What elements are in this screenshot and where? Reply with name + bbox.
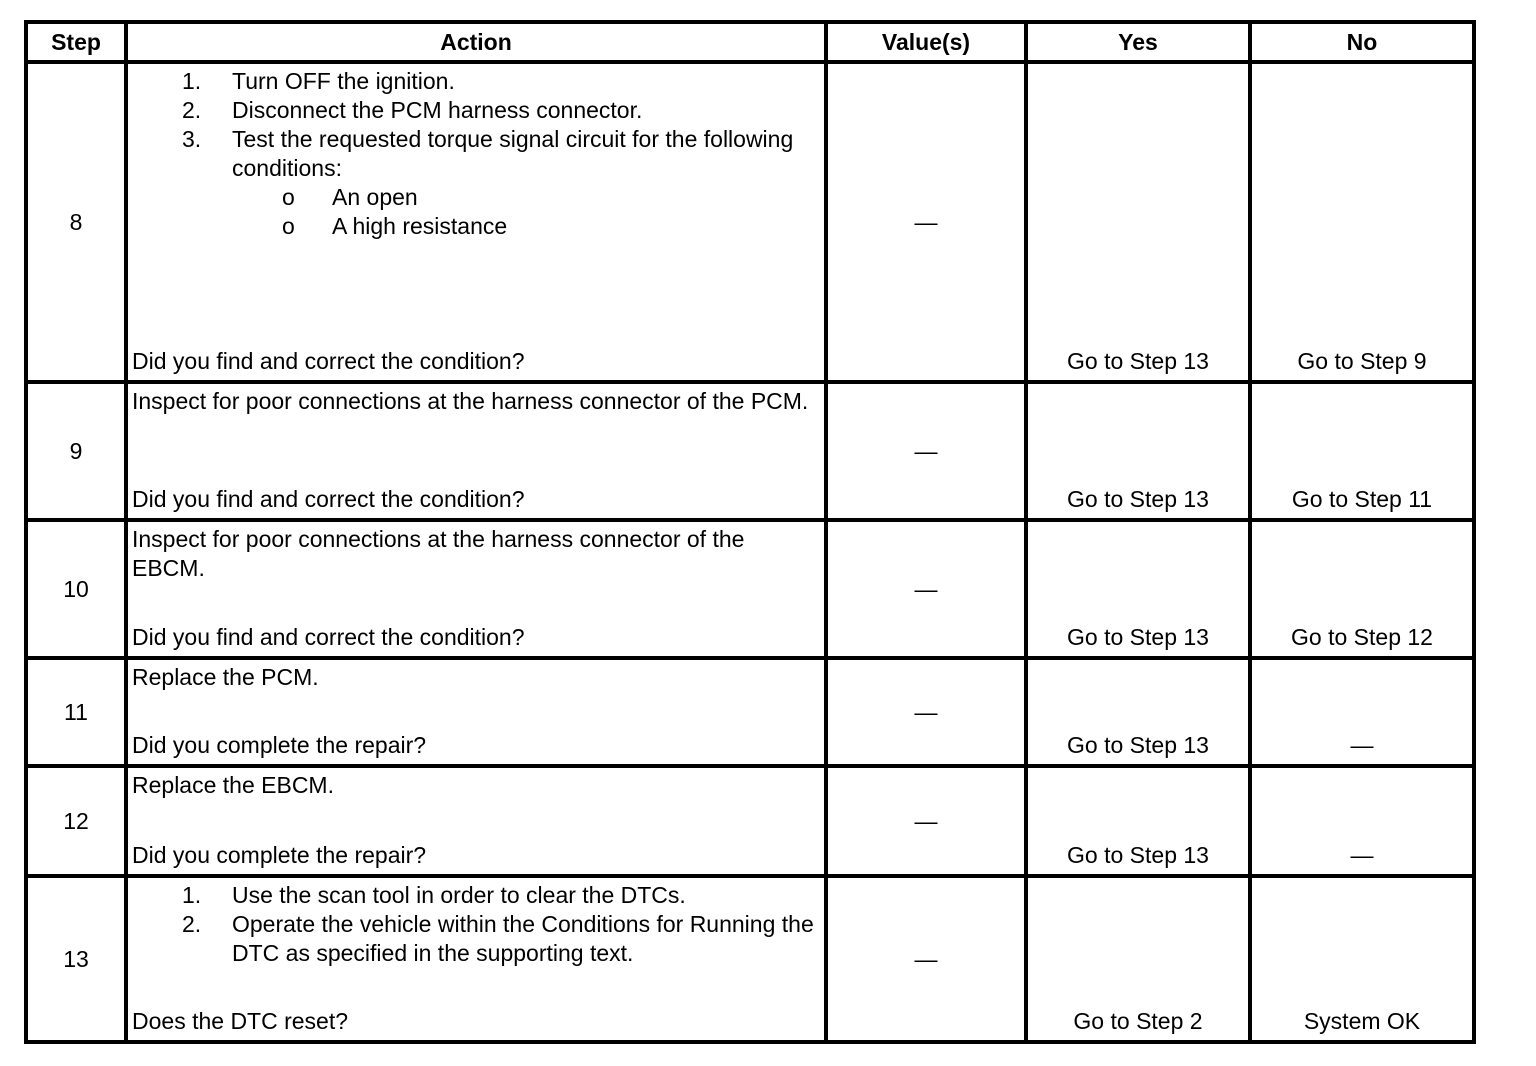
no-cell: System OK [1250,876,1474,1042]
header-step: Step [26,22,126,62]
value-cell: — [826,62,1026,382]
header-yes: Yes [1026,22,1250,62]
table-row-step-13 [26,876,1474,1042]
condition-list [232,183,820,241]
action-instruction: Replace the PCM. [132,664,319,690]
step-number: 8 [26,62,126,382]
value-cell: — [826,876,1026,1042]
header-values: Value(s) [826,22,1026,62]
no-cell: Go to Step 12 [1250,520,1474,658]
action-instructions [132,881,820,968]
action-cell [126,876,826,1042]
step-number: 9 [26,382,126,520]
action-question: Did you complete the repair? [132,732,427,758]
bullet: o [282,213,295,239]
diagnostic-table [24,20,1476,1044]
list-item: 1. Turn OFF the ignition. [182,68,455,94]
action-cell [126,520,826,658]
yes-cell: Go to Step 13 [1026,382,1250,520]
yes-cell: Go to Step 13 [1026,658,1250,766]
list-item: 2. Operate the vehicle within the Conditions for Running the DTC as specified in the supporting text. [182,911,814,966]
no-cell: Go to Step 11 [1250,382,1474,520]
yes-cell: Go to Step 13 [1026,766,1250,876]
action-instruction: Replace the EBCM. [132,772,334,798]
bullet: o [282,184,295,210]
action-instruction: Inspect for poor connections at the harness connector of the EBCM. [132,526,745,581]
value-cell: — [826,382,1026,520]
action-question: Did you find and correct the condition? [132,624,525,650]
instruction-list [132,67,820,241]
action-cell [126,382,826,520]
action-question: Did you find and correct the condition? [132,486,525,512]
list-item: 3. Test the requested torque signal circuit for the following conditions: o An open o A high resistance [132,125,820,241]
no-cell: — [1250,658,1474,766]
value-cell: — [826,766,1026,876]
action-cell [126,658,826,766]
action-question: Did you complete the repair? [132,842,427,868]
step-number: 10 [26,520,126,658]
header-no: No [1250,22,1474,62]
table-row-step-8 [26,62,1474,382]
list-number: 2. [182,97,202,123]
table-row-step-9 [26,382,1474,520]
action-cell [126,766,826,876]
table-row-step-10 [26,520,1474,658]
list-item: 1. Use the scan tool in order to clear the DTCs. [182,882,686,908]
action-question: Did you find and correct the condition? [132,348,525,374]
step-number: 12 [26,766,126,876]
action-cell [126,62,826,382]
list-item: o A high resistance [282,213,508,239]
action-instructions [132,67,820,241]
list-number: 1. [182,68,202,94]
step-number: 11 [26,658,126,766]
value-cell: — [826,520,1026,658]
no-cell: — [1250,766,1474,876]
yes-cell: Go to Step 13 [1026,62,1250,382]
header-row [26,22,1474,62]
action-question: Does the DTC reset? [132,1008,349,1034]
instruction-list [132,881,820,968]
no-cell: Go to Step 9 [1250,62,1474,382]
table-row-step-11 [26,658,1474,766]
table-row-step-12 [26,766,1474,876]
list-number: 3. [182,126,202,152]
yes-cell: Go to Step 13 [1026,520,1250,658]
list-number: 1. [182,882,202,908]
value-cell: — [826,658,1026,766]
list-number: 2. [182,911,202,937]
list-item: o An open [282,184,418,210]
step-number: 13 [26,876,126,1042]
header-action: Action [126,22,826,62]
list-item: 2. Disconnect the PCM harness connector. [182,97,643,123]
action-instruction: Inspect for poor connections at the harness connector of the PCM. [132,388,809,414]
yes-cell: Go to Step 2 [1026,876,1250,1042]
